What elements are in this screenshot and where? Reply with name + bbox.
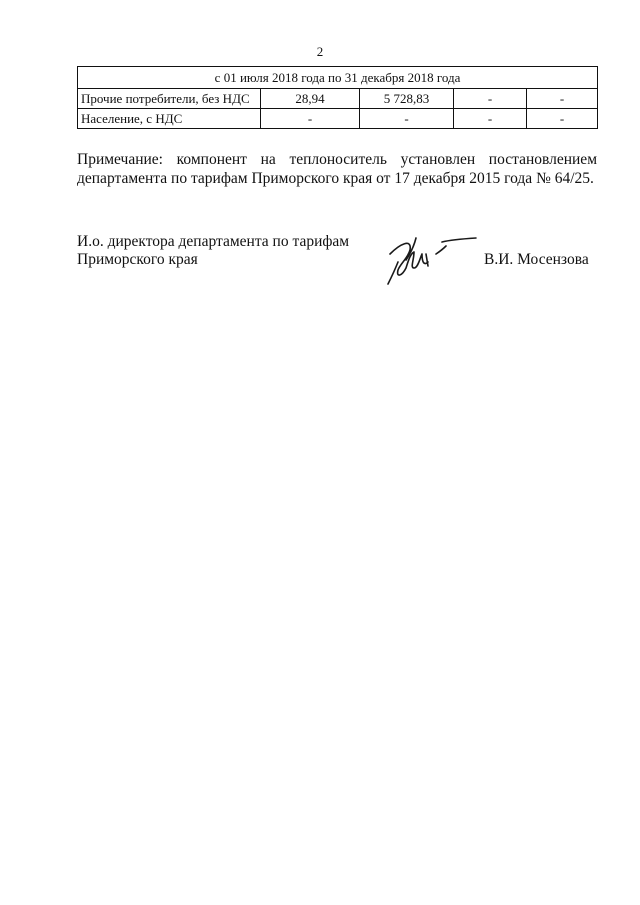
signer-title-line-1: И.о. директора департамента по тарифам	[77, 233, 350, 250]
signer-title	[77, 233, 349, 269]
row-label-population: Население, с НДС	[78, 109, 261, 129]
row-label-other-consumers: Прочие потребители, без НДС	[78, 89, 261, 109]
table-cell: -	[527, 89, 598, 109]
table-period-row	[78, 67, 598, 89]
tariff-table	[77, 66, 598, 129]
note-paragraph	[77, 150, 597, 188]
note-line-2: департамента по тарифам Приморского края от 17 декабря 2015 года № 64/25.	[77, 170, 594, 187]
table-cell: -	[360, 109, 454, 129]
table-cell: -	[454, 89, 527, 109]
table-cell: -	[454, 109, 527, 129]
signer-title-line-2: Приморского края	[77, 251, 198, 268]
table-cell: 5 728,83	[360, 89, 454, 109]
page-number: 2	[316, 44, 324, 59]
table-cell: 28,94	[261, 89, 360, 109]
note-line-1: Примечание: компонент на теплоноситель установлен постановлением	[77, 151, 597, 168]
table-cell: -	[261, 109, 360, 129]
table-row	[78, 109, 598, 129]
handwritten-signature	[380, 224, 480, 286]
signer-name: В.И. Мосензова	[484, 251, 589, 268]
table-row	[78, 89, 598, 109]
table-cell: -	[527, 109, 598, 129]
table-period-header: с 01 июля 2018 года по 31 декабря 2018 года	[78, 67, 598, 89]
